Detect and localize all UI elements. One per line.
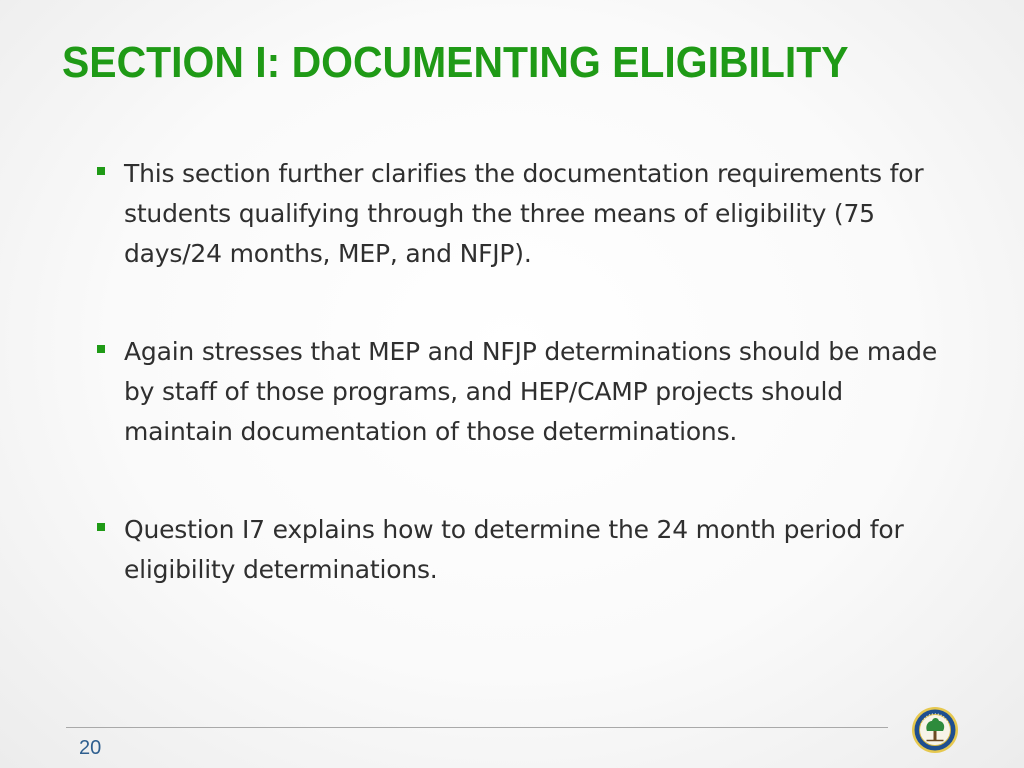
bullet-list [95, 154, 955, 648]
bullet-item [95, 332, 955, 452]
square-bullet-icon [97, 167, 105, 175]
footer-divider [66, 727, 888, 728]
page-number: 20 [79, 737, 102, 759]
bullet-text: Again stresses that MEP and NFJP determinations should be made by staff of those programs, and HEP/CAMP projects should maintain documentation of those determinations. [124, 337, 938, 446]
square-bullet-icon [97, 523, 105, 531]
slide-title: SECTION I: DOCUMENTING ELIGIBILITY [62, 38, 849, 87]
bullet-item [95, 154, 955, 274]
bullet-item [95, 510, 955, 590]
bullet-text: This section further clarifies the documentation requirements for students qualifying through the three means of eligibility (75 days/24 months, MEP, and NFJP). [124, 159, 924, 268]
bullet-text: Question I7 explains how to determine the 24 month period for eligibility determinations. [124, 515, 904, 584]
square-bullet-icon [97, 345, 105, 353]
department-of-education-seal-icon [911, 706, 959, 754]
